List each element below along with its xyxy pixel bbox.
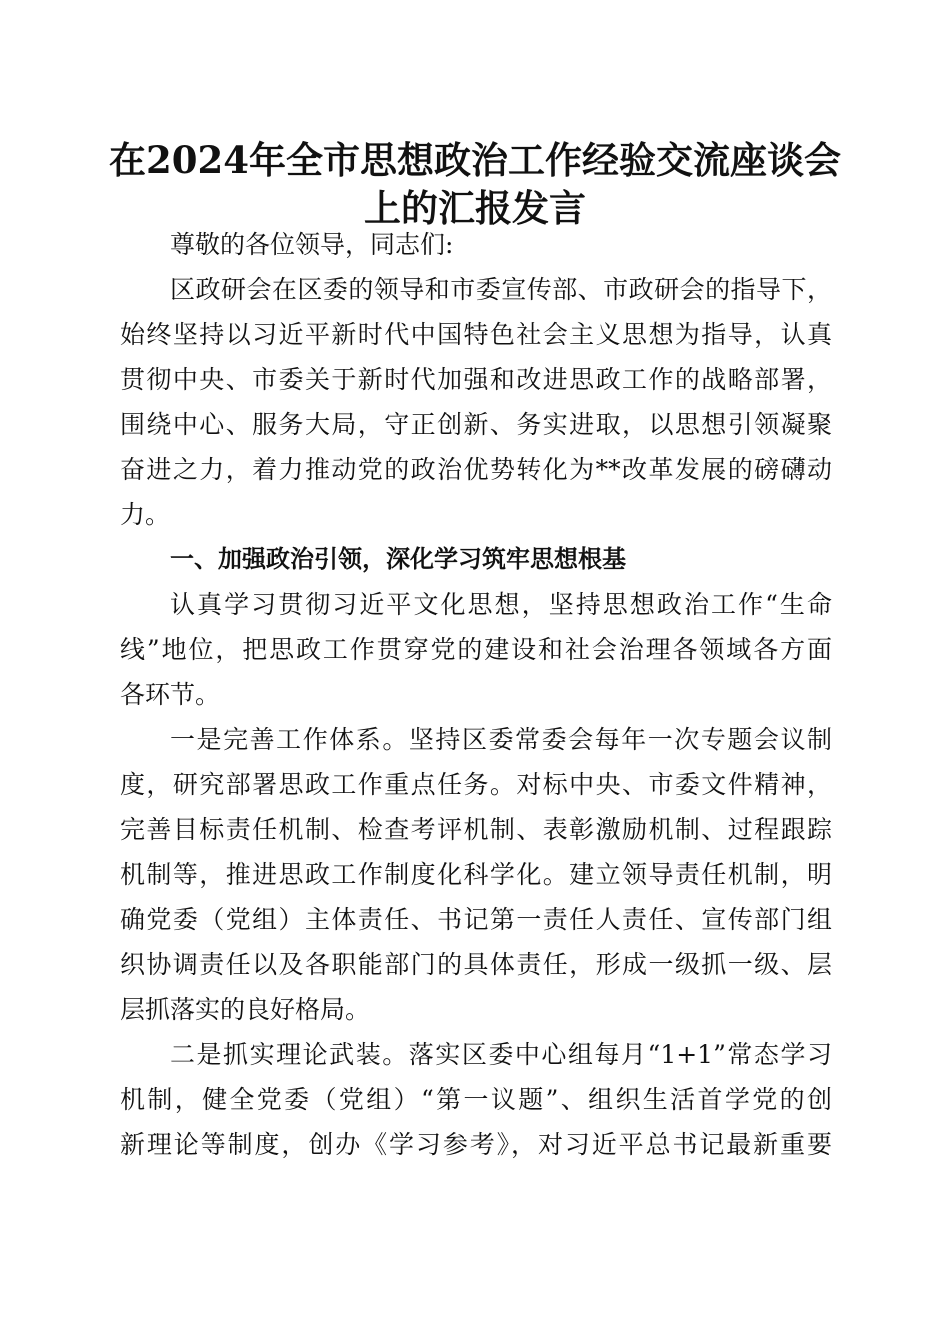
paragraph-line: 奋进之力，着力推动党的政治优势转化为**改革发展的磅礴动 bbox=[120, 455, 832, 484]
greeting: 尊敬的各位领导，同志们: bbox=[170, 230, 454, 259]
section-heading: 一、加强政治引领，深化学习筑牢思想根基 bbox=[170, 545, 626, 573]
title-line-2: 上的汇报发言 bbox=[364, 186, 586, 230]
paragraph-line: 机制，健全党委（党组）“第一议题”、组织生活首学党的创 bbox=[120, 1085, 832, 1114]
paragraph-line: 各环节。 bbox=[120, 680, 221, 709]
document-body bbox=[120, 222, 832, 1167]
paragraph-line: 认真学习贯彻习近平文化思想，坚持思想政治工作“生命 bbox=[170, 590, 832, 619]
paragraph-line: 始终坚持以习近平新时代中国特色社会主义思想为指导，认真 bbox=[120, 320, 832, 349]
paragraph-line: 新理论等制度，创办《学习参考》，对习近平总书记最新重要 bbox=[120, 1130, 832, 1159]
paragraph-line: 力。 bbox=[120, 500, 171, 529]
paragraph-line: 完善目标责任机制、检查考评机制、表彰激励机制、过程跟踪 bbox=[120, 815, 832, 844]
paragraph-line: 织协调责任以及各职能部门的具体责任，形成一级抓一级、层 bbox=[120, 950, 832, 979]
paragraph-line: 一是完善工作体系。坚持区委常委会每年一次专题会议制 bbox=[170, 725, 832, 754]
paragraph-line: 二是抓实理论武装。落实区委中心组每月“1+1”常态学习 bbox=[170, 1040, 832, 1069]
paragraph-line: 贯彻中央、市委关于新时代加强和改进思政工作的战略部署， bbox=[120, 365, 832, 394]
paragraph-line: 层抓落实的良好格局。 bbox=[120, 995, 371, 1024]
paragraph-line: 确党委（党组）主体责任、书记第一责任人责任、宣传部门组 bbox=[120, 905, 832, 934]
paragraph-line: 机制等，推进思政工作制度化科学化。建立领导责任机制，明 bbox=[120, 860, 832, 889]
paragraph-line: 区政研会在区委的领导和市委宣传部、市政研会的指导下， bbox=[170, 275, 832, 304]
title-line-1: 在2024年全市思想政治工作经验交流座谈会 bbox=[109, 138, 841, 182]
paragraph-line: 围绕中心、服务大局，守正创新、务实进取，以思想引领凝聚 bbox=[120, 410, 832, 439]
paragraph-line: 线”地位，把思政工作贯穿党的建设和社会治理各领域各方面 bbox=[120, 635, 832, 664]
document-title bbox=[100, 136, 850, 232]
paragraph-line: 度，研究部署思政工作重点任务。对标中央、市委文件精神， bbox=[120, 770, 832, 799]
